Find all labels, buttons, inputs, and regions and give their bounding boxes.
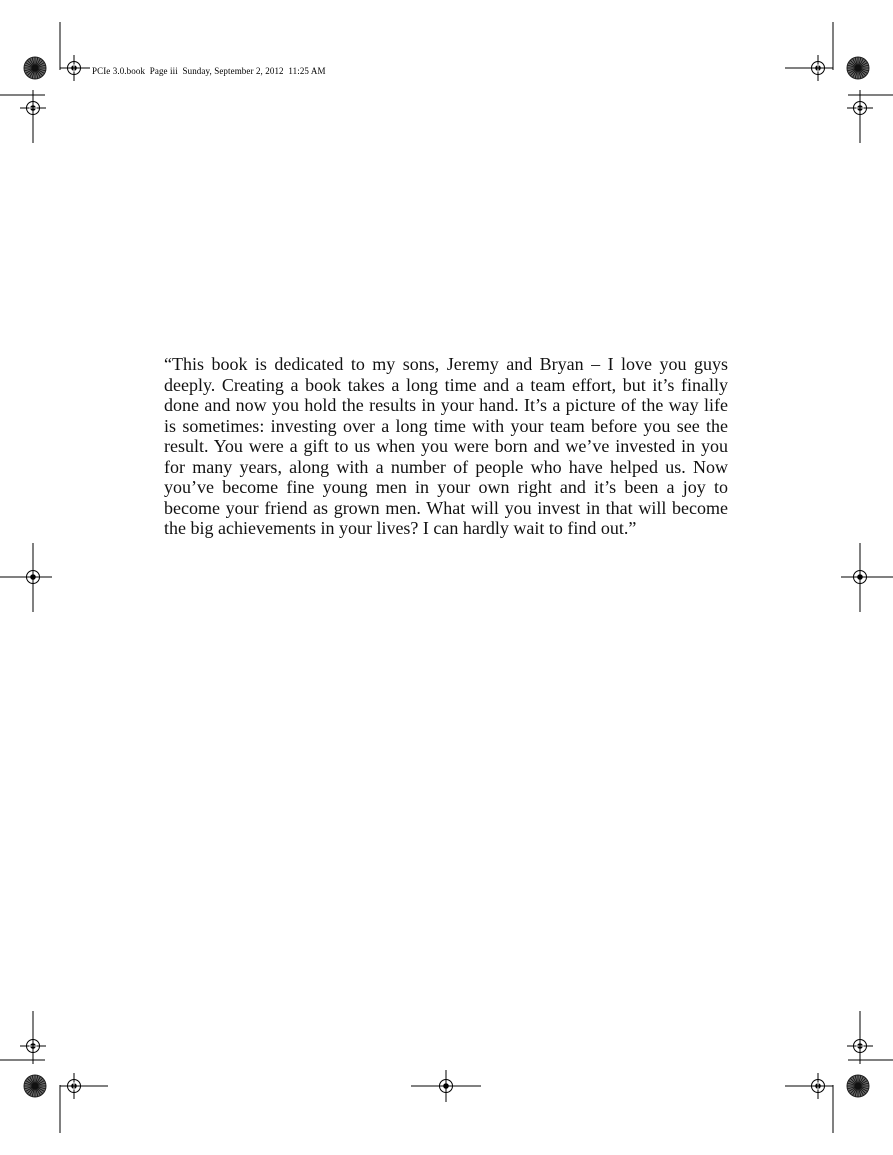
color-target-icon [847,57,869,79]
color-target-icon [847,1075,869,1097]
color-target-icon [24,57,46,79]
print-slug-line: PCIe 3.0.book Page iii Sunday, September 2, 2012 11:25 AM [92,66,326,76]
color-target-icon [24,1075,46,1097]
dedication-paragraph: “This book is dedicated to my sons, Jeremy and Bryan – I love you guys deeply. Creating a book takes a long time and a team effort, but it’s finally done and now you hold the results in your hand. It’s a picture of the way life is sometimes: investing over a long time with your team before you see the result. You were a gift to us when you were born and we’ve invested in you for many years, along with a number of people who have helped us. Now you’ve become fine young men in your own right and it’s been a joy to become your friend as grown men. What will you invest in that will become the big achievements in your lives? I can hardly wait to find out.” [164,354,728,538]
crop-marks [0,22,893,1133]
